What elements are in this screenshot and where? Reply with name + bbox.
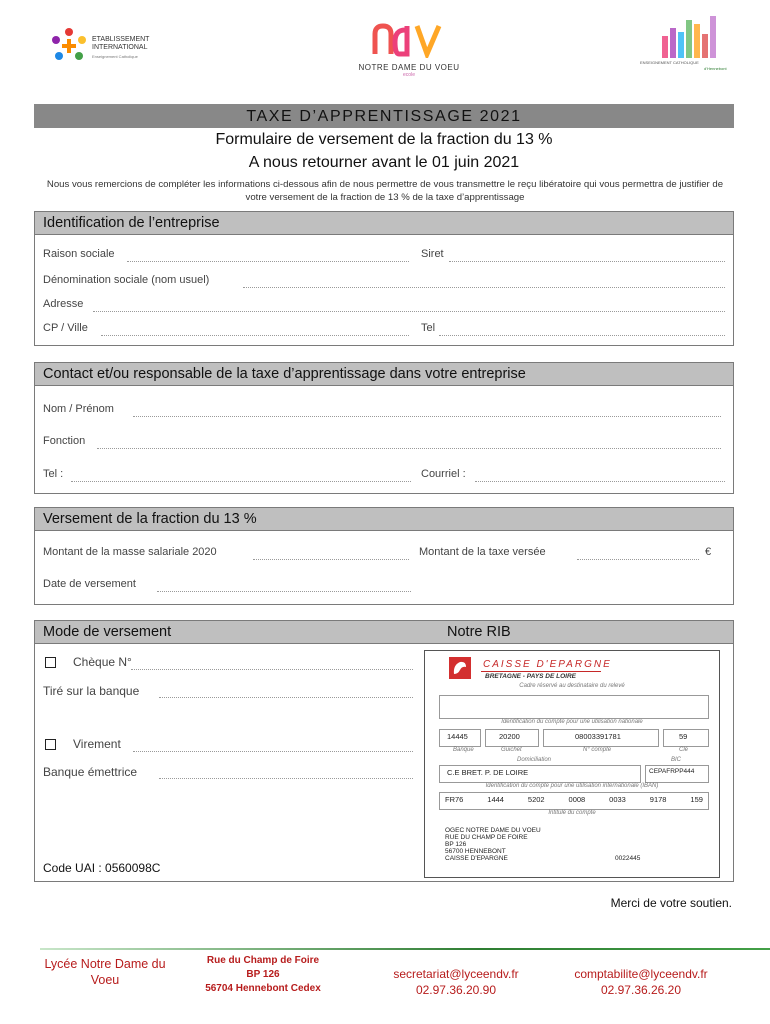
rib-title: Notre RIB (447, 624, 511, 640)
rib-holder (445, 827, 541, 862)
logo-right-text: ENSEIGNEMENT CATHOLIQUE (640, 60, 699, 65)
rib-intitule-label: Intitulé du compte (548, 810, 596, 816)
school-name-line1: Lycée Notre Dame du (44, 957, 166, 971)
euro-sign: € (705, 546, 712, 558)
ndv-mark-icon (369, 22, 449, 58)
identification-title: Identification de l’entreprise (35, 212, 733, 235)
rib-lbl-bic: BIC (671, 757, 682, 763)
secretariat-phone: 02.97.36.20.90 (415, 983, 497, 997)
identification-section (34, 211, 734, 346)
virement-label: Virement (73, 737, 121, 751)
rib-holder-line: CAISSE D'EPARGNE (445, 855, 508, 862)
raison-sociale-label: Raison sociale (43, 248, 115, 260)
banque-emettrice-label: Banque émettrice (43, 765, 138, 779)
cheque-label: Chèque N° (73, 655, 132, 669)
footer-school (30, 956, 180, 988)
contact-tel-field[interactable] (71, 481, 411, 482)
form-subtitle: Formulaire de versement de la fraction du 13 % (215, 131, 553, 148)
rib-reserved-box (439, 695, 709, 719)
ndv-logo-sub: ecole (403, 72, 415, 78)
rib-holder-line: 56700 HENNEBONT (445, 848, 506, 855)
rib-bank-underline (481, 671, 601, 672)
iban-part: 0033 (609, 795, 626, 804)
rib-card (424, 650, 720, 878)
taxe-versee-label: Montant de la taxe versée (419, 546, 546, 558)
rib-holder-line: OGEC NOTRE DAME DU VOEU (445, 827, 541, 834)
adresse-field[interactable] (93, 311, 725, 312)
comptabilite-phone: 02.97.36.26.20 (600, 983, 682, 997)
fonction-label: Fonction (43, 435, 86, 447)
rib-code-banque: 14445 (447, 732, 468, 741)
secretariat-email-link[interactable]: secretariat@lyceendv.fr (393, 967, 519, 981)
masse-salariale-label: Montant de la masse salariale 2020 (43, 546, 217, 558)
ndv-logo-text: NOTRE DAME DU VOEU (358, 63, 460, 72)
rib-lbl-compte: N° compte (583, 747, 612, 753)
denomination-field[interactable] (243, 287, 725, 288)
buildings-icon (654, 14, 724, 58)
denomination-label: Dénomination sociale (nom usuel) (43, 274, 210, 286)
virement-field[interactable] (133, 751, 413, 752)
contact-section (34, 362, 734, 494)
mode-section (34, 620, 734, 882)
raison-sociale-field[interactable] (127, 261, 409, 262)
date-versement-field[interactable] (157, 591, 411, 592)
nom-prenom-field[interactable] (133, 416, 721, 417)
courriel-label: Courriel : (421, 468, 466, 480)
address-line1: Rue du Champ de Foire (206, 955, 320, 966)
rib-cadre-label: Cadre réservé au destinataire du relevé (519, 683, 625, 689)
iban-part: 9178 (649, 795, 667, 804)
rib-iban (445, 795, 703, 804)
address-line2: BP 126 (246, 969, 280, 980)
rib-cle: 59 (679, 732, 688, 741)
rib-domiciliation: C.E BRET. P. DE LOIRE (447, 768, 529, 777)
tire-banque-label: Tiré sur la banque (43, 684, 140, 698)
rib-bank-region: BRETAGNE - PAYS DE LOIRE (485, 673, 577, 680)
comptabilite-email-link[interactable]: comptabilite@lyceendv.fr (574, 967, 708, 981)
mode-header (35, 621, 733, 644)
taxe-versee-field[interactable] (577, 559, 699, 560)
tel-field[interactable] (439, 335, 725, 336)
ndv-logo (356, 22, 462, 80)
people-circle-icon (48, 24, 90, 66)
iban-part: 5202 (527, 795, 545, 804)
page-title: TAXE D’APPRENTISSAGE 2021 (34, 104, 734, 128)
cp-ville-field[interactable] (101, 335, 409, 336)
tire-banque-field[interactable] (159, 697, 413, 698)
rib-holder-line: BP 126 (445, 841, 467, 848)
footer-comptabilite (556, 966, 726, 998)
versement-title: Versement de la fraction du 13 % (35, 508, 733, 531)
rib-num-compte: 08003391781 (575, 732, 621, 741)
tel-label: Tel (421, 322, 436, 334)
rib-iban-label: Identification du compte pour une utilisation internationale (IBAN) (485, 783, 659, 789)
cp-ville-label: CP / Ville (43, 322, 88, 334)
iban-part: 1444 (487, 795, 504, 804)
school-name-line2: Voeu (90, 973, 120, 987)
masse-salariale-field[interactable] (253, 559, 409, 560)
rib-holder-code: 0022445 (615, 855, 641, 862)
rib-bic: CEPAFRPP444 (649, 768, 695, 775)
thank-you-text: Merci de votre soutien. (610, 896, 732, 910)
footer-secretariat (376, 966, 536, 998)
siret-field[interactable] (449, 261, 725, 262)
footer-divider (40, 948, 770, 950)
rib-lbl-cle: Clé (679, 747, 689, 753)
cheque-number-field[interactable] (131, 669, 413, 670)
siret-label: Siret (421, 248, 444, 260)
banque-emettrice-field[interactable] (159, 778, 413, 779)
adresse-label: Adresse (43, 298, 84, 310)
date-versement-label: Date de versement (43, 578, 136, 590)
rib-code-guichet: 20200 (499, 732, 520, 741)
contact-title: Contact et/ou responsable de la taxe d’apprentissage dans votre entreprise (35, 363, 733, 386)
contact-tel-label: Tel : (43, 468, 64, 480)
iban-part: 159 (690, 795, 703, 804)
etablissement-international-logo (48, 22, 168, 70)
rib-lbl-guichet: Guichet (501, 747, 522, 753)
iban-part: FR76 (445, 795, 464, 804)
fonction-field[interactable] (97, 448, 721, 449)
logo-right-sub: d'Hennebont (704, 66, 727, 71)
versement-section (34, 507, 734, 605)
footer-address (188, 954, 338, 996)
logo-left-text: ETABLISSEMENT INTERNATIONAL (92, 36, 150, 51)
rib-lbl-domiciliation: Domiciliation (517, 757, 552, 763)
address-line3: 56704 Hennebont Cedex (205, 983, 321, 994)
iban-part: 0008 (568, 795, 586, 804)
cheque-checkbox[interactable] (45, 657, 56, 668)
logo-left-sub: Enseignement Catholique (92, 54, 138, 59)
intro-text: Nous vous remercions de compléter les informations ci-dessous afin de nous permettre de vous transmettre le reçu libératoire qui vous permettra de justifier de votre versement de la fraction de 13 % de la taxe d’apprentissage (46, 179, 724, 203)
rib-holder-line: RUE DU CHAMP DE FOIRE (445, 834, 528, 841)
code-uai: Code UAI : 0560098C (43, 861, 161, 875)
virement-checkbox[interactable] (45, 739, 56, 750)
rib-lbl-banque: Banque (453, 747, 474, 753)
nom-prenom-label: Nom / Prénom (43, 403, 114, 415)
rib-bank-name: CAISSE D'EPARGNE (483, 659, 612, 670)
courriel-field[interactable] (475, 481, 725, 482)
rib-ident-label: Identification du compte pour une utilisation nationale (501, 719, 643, 725)
enseignement-catholique-logo (640, 14, 740, 78)
caisse-epargne-squirrel-icon (449, 657, 471, 679)
mode-title: Mode de versement (43, 624, 172, 640)
deadline-subtitle: A nous retourner avant le 01 juin 2021 (248, 154, 520, 171)
